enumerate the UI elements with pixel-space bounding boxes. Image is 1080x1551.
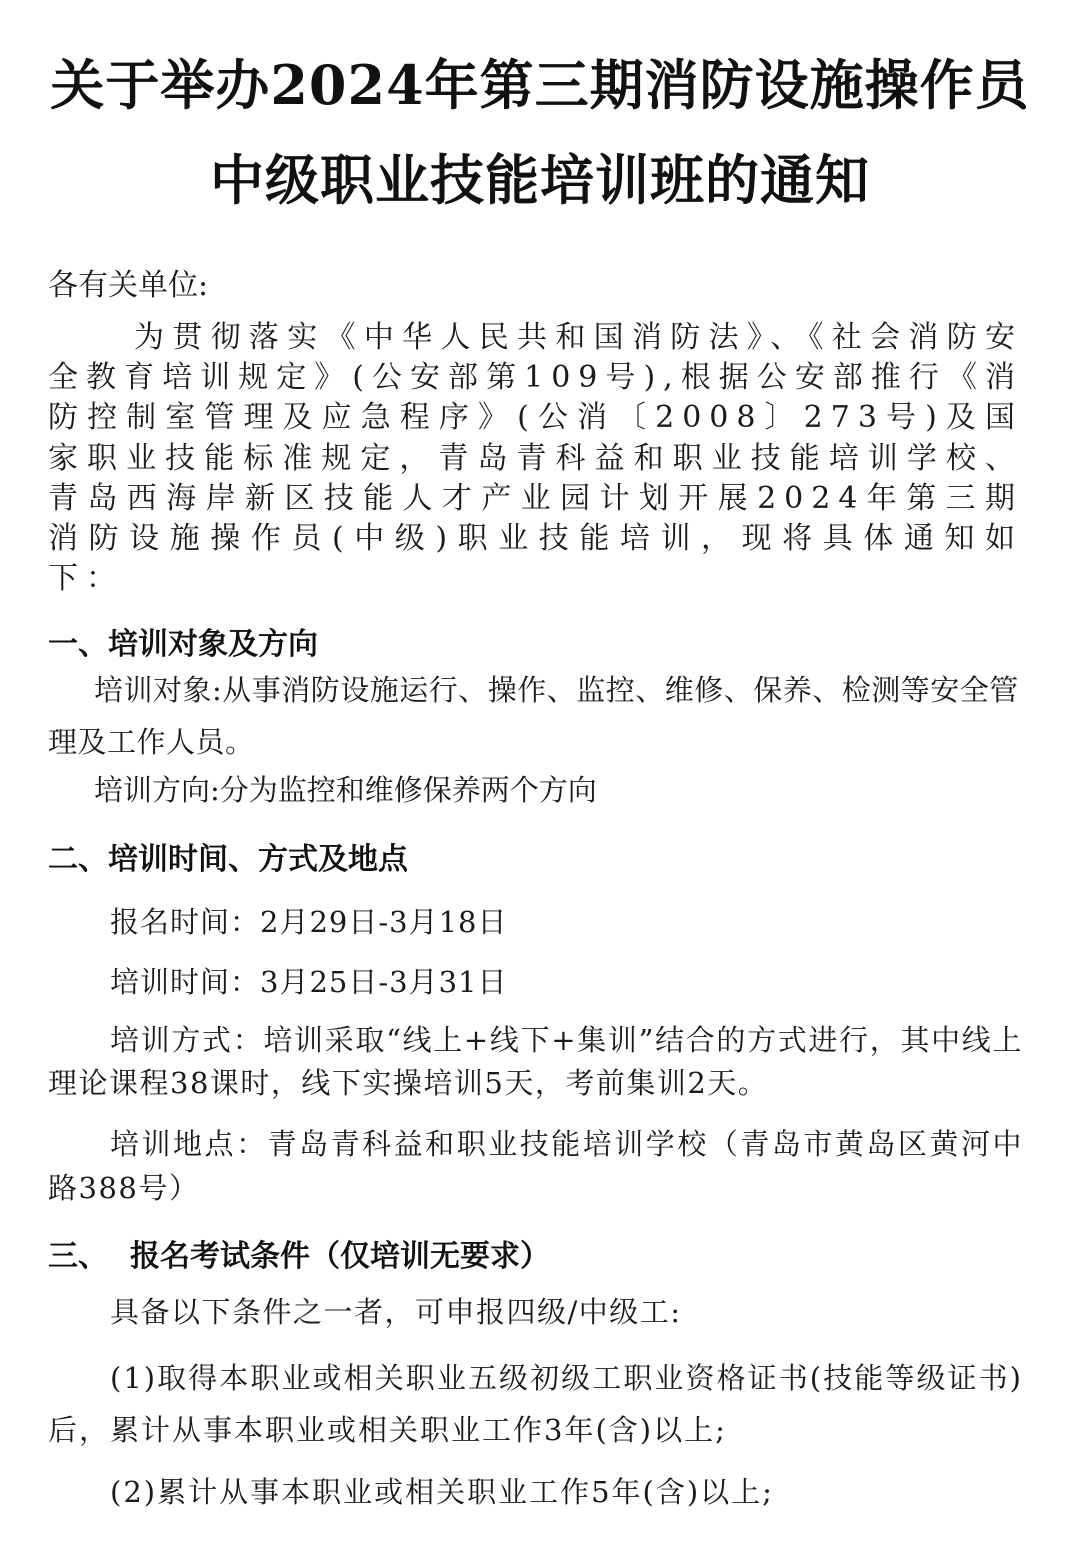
section-heading-3-number: 三、 (48, 1239, 108, 1274)
section-heading-1: 一、培训对象及方向 (48, 627, 318, 662)
salutation: 各有关单位: (48, 268, 209, 303)
training-time: 培训时间：3月25日-3月31日 (110, 965, 508, 999)
condition-intro: 具备以下条件之一者，可申报四级/中级工: (110, 1295, 682, 1329)
registration-time: 报名时间：2月29日-3月18日 (110, 905, 508, 939)
intro-paragraph: 为贯彻落实《中华人民共和国消防法》、《社会消防安全教育培训规定》(公安部第109号),根据公安部推行《消防控制室管理及应急程序》(公消〔2008〕273号)及国家职业技能标准规定，青岛青科益和职业技能培训学校、青岛西海岸新区技能人才产业园计划开展2024年第三期消防设施操作员(中级)职业技能培训，现将具体通知如下： (48, 320, 1023, 597)
document-title-line-2: 中级职业技能培训班的通知 (210, 148, 870, 212)
training-direction-paragraph: 培训方向:分为监控和维修保养两个方向 (94, 773, 597, 807)
section-heading-3 (48, 1237, 550, 1277)
section-heading-3-text: 报名考试条件（仅培训无要求） (130, 1239, 550, 1274)
section-heading-2: 二、培训时间、方式及地点 (48, 842, 408, 877)
training-target-paragraph: 培训对象:从事消防设施运行、操作、监控、维修、保养、检测等安全管理及工作人员。 (48, 673, 1019, 759)
training-location-paragraph: 培训地点：青岛青科益和职业技能培训学校（青岛市黄岛区黄河中路388号） (48, 1127, 1023, 1205)
document-title-line-1: 关于举办2024年第三期消防设施操作员 (50, 53, 1030, 117)
training-mode-paragraph: 培训方式：培训采取“线上+线下+集训”结合的方式进行，其中线上理论课程38课时，线下实操培训5天，考前集训2天。 (48, 1023, 1023, 1100)
condition-item-1: (1)取得本职业或相关职业五级初级工职业资格证书(技能等级证书)后，累计从事本职业或相关职业工作3年(含)以上; (48, 1361, 1023, 1447)
condition-item-2: (2)累计从事本职业或相关职业工作5年(含)以上; (110, 1475, 774, 1509)
